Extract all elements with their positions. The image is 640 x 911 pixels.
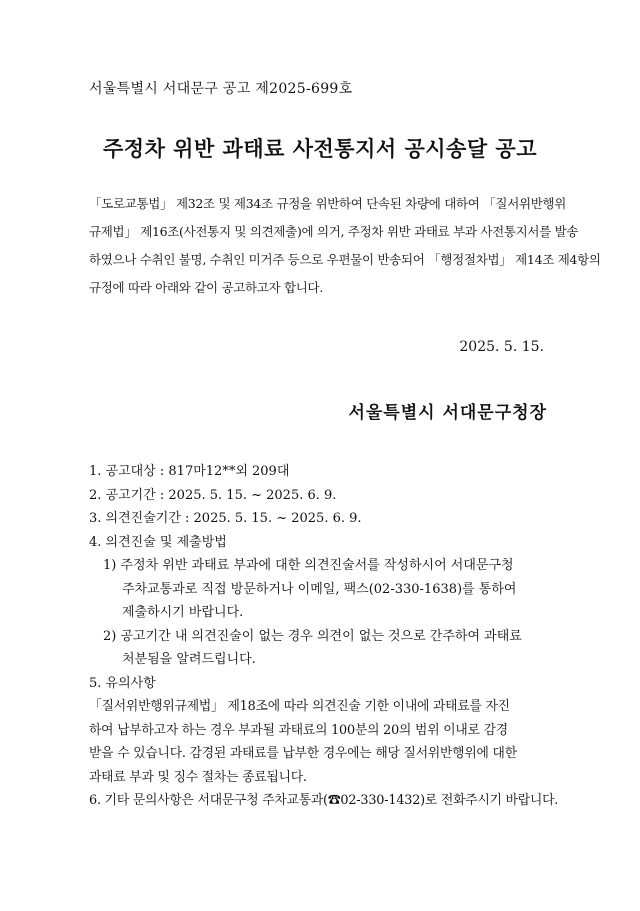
item5-line: 받을 수 있습니다. 감경된 과태료를 납부한 경우에는 해당 질서위반행위에 대한 [89, 746, 517, 761]
intro-paragraph [89, 190, 601, 302]
item-opinion-period: 3. 의견진술기간 : 2025. 5. 15. ~ 2025. 6. 9. [89, 511, 362, 526]
notice-items [89, 460, 564, 813]
issuer-name: 서울특별시 서대문구청장 [348, 403, 547, 423]
intro-line: 하였으나 수취인 불명, 수취인 미거주 등으로 우편물이 반송되어 「행정절차법」 제14조 제4항의 [89, 252, 601, 267]
intro-line: 규정에 따라 아래와 같이 공고하고자 합니다. [89, 280, 323, 295]
intro-line: 규제법」 제16조(사전통지 및 의견제출)에 의거, 주정차 위반 과태료 부과 사전통지서를 발송 [89, 224, 579, 239]
item-period: 2. 공고기간 : 2025. 5. 15. ~ 2025. 6. 9. [89, 487, 337, 503]
item-target: 1. 공고대상 : 817마12**외 209대 [89, 464, 290, 479]
item-notes: 5. 유의사항 [89, 675, 156, 691]
notice-reference-number: 서울특별시 서대문구 공고 제2025-699호 [89, 81, 353, 97]
item4-sub1-line: 제출하시기 바랍니다. [122, 605, 244, 620]
item5-line: 하여 납부하고자 하는 경우 부과될 과태료의 100분의 20의 범위 이내로 감경 [89, 722, 508, 738]
notice-date: 2025. 5. 15. [459, 339, 544, 355]
intro-line: 「도로교통법」 제32조 및 제34조 규정을 위반하여 단속된 차량에 대하여 「질서위반행위 [89, 196, 567, 211]
item4-sub1-line: 주차교통과로 직접 방문하거나 이메일, 팩스(02-330-1638)를 통하여 [122, 581, 517, 597]
item4-sub2-line: 처분됨을 알려드립니다. [122, 652, 256, 667]
item5-line: 과태료 부과 및 징수 절차는 종료됩니다. [89, 769, 307, 785]
item5-line: 「질서위반행위규제법」 제18조에 따라 의견진술 기한 이내에 과태료를 자진 [89, 699, 510, 714]
item4-sub2-line: 2) 공고기간 내 의견진술이 없는 경우 의견이 없는 것으로 간주하여 과태료 [103, 628, 522, 644]
notice-title: 주정차 위반 과태료 사전통지서 공시송달 공고 [103, 137, 537, 161]
item-submission-method: 4. 의견진술 및 제출방법 [89, 534, 227, 550]
item-other-inquiries: 6. 기타 문의사항은 서대문구청 주차교통과(☎02-330-1432)로 전화주시기 바랍니다. [89, 793, 559, 808]
item4-sub1-line: 1) 주정차 위반 과태료 부과에 대한 의견진술서를 작성하시어 서대문구청 [103, 558, 514, 573]
